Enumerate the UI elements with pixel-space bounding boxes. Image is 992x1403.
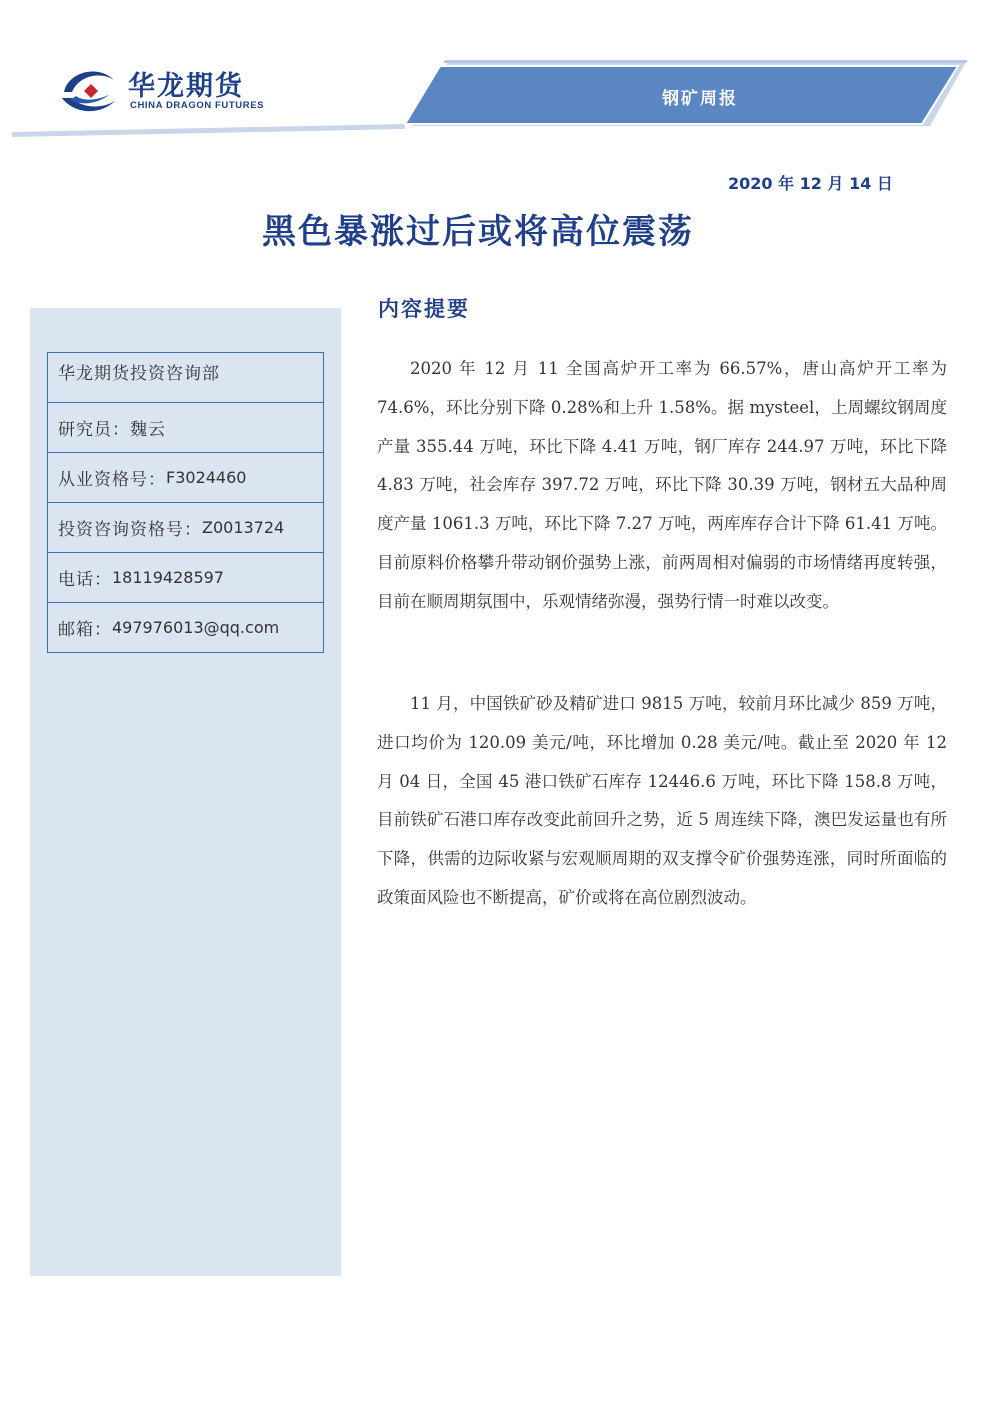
- email-label: 邮箱：: [58, 620, 112, 640]
- summary-heading: 内容提要: [378, 296, 470, 321]
- researcher-label: 研究员：魏云: [58, 420, 166, 440]
- summary-paragraph-steel: 2020 年 12 月 11 全国高炉开工率为 66.57%，唐山高炉开工率为 74.6%，环比分别下降 0.28%和上升 1.58%。据 mysteel，上周螺纹钢周度产量 355.44 万吨，环比下降 4.41 万吨，钢厂库存 244.97 万吨，环比下降 4.83 万吨，社会库存 397.72 万吨，环比下降 30.39 万吨，钢材五大品种周度产量 1061.3 万吨，环比下降 7.27 万吨，两库库存合计下降 61.41 万吨。目前原料价格攀升带动钢价强势上涨，前两周相对偏弱的市场情绪再度转强，目前在顺周期氛围中，乐观情绪弥漫，强势行情一时难以改变。: [377, 359, 947, 611]
- info-row-qualification: [48, 453, 323, 503]
- department-label: 华龙期货投资咨询部: [58, 364, 220, 384]
- phone-value: 18119428597: [112, 568, 224, 587]
- summary-paragraph-iron-ore: 11 月，中国铁矿砂及精矿进口 9815 万吨，较前月环比减少 859 万吨，进口均价为 120.09 美元/吨，环比增加 0.28 美元/吨。截止至 2020 年 12 月 04 日，全国 45 港口铁矿石库存 12446.6 万吨，环比下降 158.8 万吨，目前铁矿石港口库存改变此前回升之势，近 5 周连续下降，澳巴发运量也有所下降，供需的边际收紧与宏观顺周期的双支撑令矿价强势连涨，同时所面临的政策面风险也不断提高，矿价或将在高位剧烈波动。: [377, 694, 947, 907]
- info-row-department: [48, 353, 323, 403]
- info-row-researcher: [48, 403, 323, 453]
- qualification-label: 从业资格号：: [58, 470, 166, 490]
- consult-qualification-value: Z0013724: [202, 518, 285, 537]
- info-row-consult-qualification: [48, 503, 323, 553]
- consult-qualification-label: 投资咨询资格号：: [58, 520, 202, 540]
- report-type-label: 钢矿周报: [662, 89, 738, 109]
- phone-label: 电话：: [58, 570, 112, 590]
- logo-chinese-text: 华龙期货: [128, 71, 244, 102]
- report-title: 黑色暴涨过后或将高位震荡: [262, 212, 694, 252]
- report-date: 2020 年 12 月 14 日: [728, 174, 893, 193]
- info-row-phone: [48, 553, 323, 603]
- logo-english-text: CHINA DRAGON FUTURES: [130, 100, 265, 111]
- info-row-email: [48, 603, 323, 652]
- author-sidebar: [30, 308, 341, 1276]
- qualification-value: F3024460: [166, 468, 247, 487]
- email-value: 497976013@qq.com: [112, 618, 280, 637]
- author-info-table: [47, 352, 324, 653]
- company-logo: [58, 62, 265, 122]
- dragon-logo-icon: [58, 62, 120, 124]
